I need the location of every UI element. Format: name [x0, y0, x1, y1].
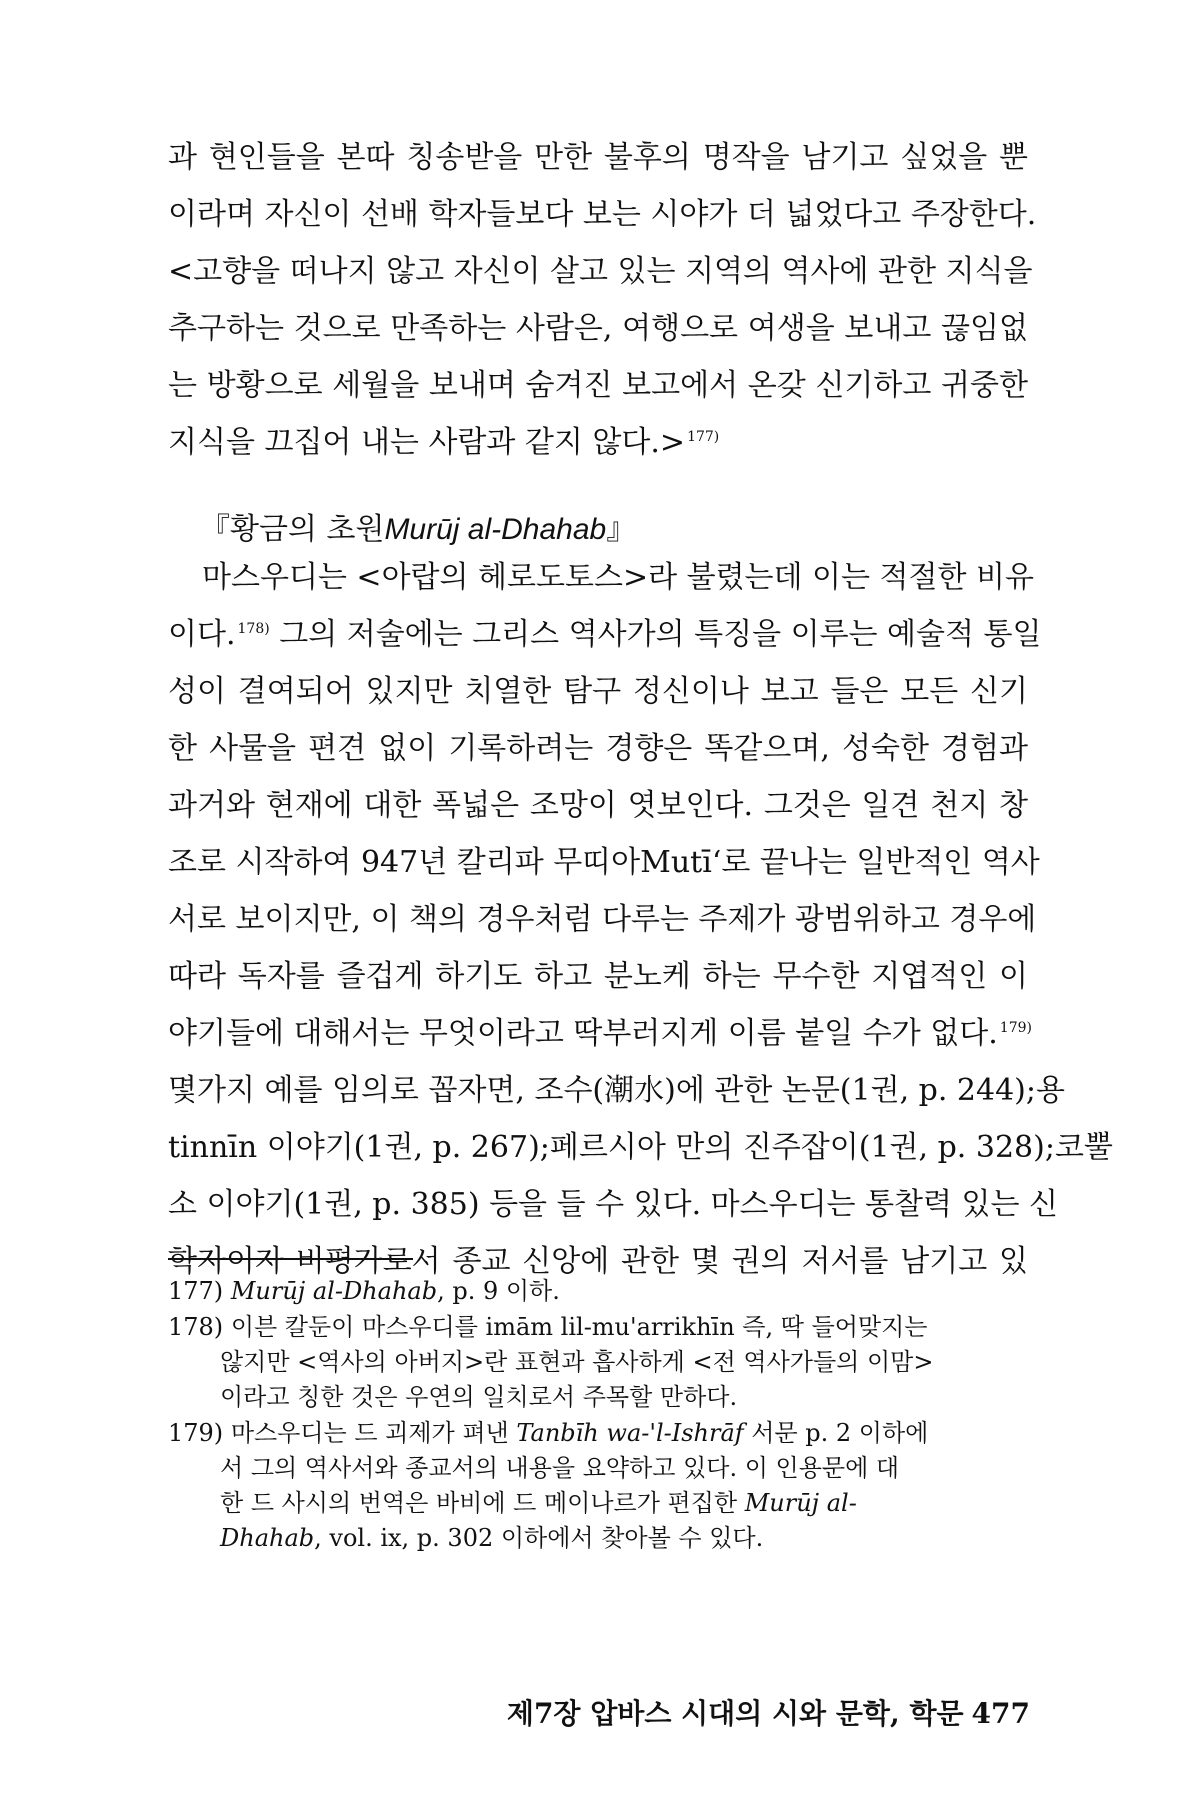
- chapter-title: 제7장 압바스 시대의 시와 문학, 학문: [506, 1697, 964, 1730]
- footnote-text: 이븐 칼둔이 마스우디를 imām lil-mu'arrikhīn 즉, 딱 들어맞지는: [230, 1313, 928, 1341]
- running-footer: [507, 1692, 1030, 1732]
- footnote-text: , vol. ix, p. 302 이하에서 찾아볼 수 있다.: [314, 1524, 764, 1552]
- footnote-title: Dhahab: [220, 1524, 315, 1552]
- text-line: 한 사물을 편견 없이 기록하려는 경향은 똑같으며, 성숙한 경험과: [168, 731, 1028, 766]
- footnote-178: [168, 1312, 1028, 1412]
- footnote-line: [168, 1418, 1028, 1448]
- footnote-line: 서 그의 역사서와 종교서의 내용을 요약하고 있다. 이 인용문에 대: [220, 1454, 900, 1482]
- footnote-label: 179): [168, 1419, 224, 1447]
- text-line: 조로 시작하여 947년 칼리파 무띠아Mutī‘로 끝나는 일반적인 역사: [168, 845, 1040, 880]
- text-line: 과거와 현재에 대한 폭넓은 조망이 엿보인다. 그것은 일견 천지 창: [168, 788, 1028, 823]
- footnote-title: Murūj al-Dhahab: [230, 1277, 438, 1305]
- text-line: 추구하는 것으로 만족하는 사람은, 여행으로 여생을 보내고 끊임없: [168, 311, 1028, 346]
- footnote-title: Murūj al-: [744, 1489, 857, 1517]
- footnote-line: 이라고 칭한 것은 우연의 일치로서 주목할 만하다.: [220, 1383, 738, 1411]
- text-line: 성이 결여되어 있지만 치열한 탐구 정신이나 보고 들은 모든 신기: [168, 674, 1028, 709]
- text-line: 는 방황으로 세월을 보내며 숨겨진 보고에서 온갖 신기하고 귀중한: [168, 368, 1028, 403]
- footnote-179: [168, 1418, 1028, 1553]
- text-line: 학자이자 비평가로서 종교 신앙에 관한 몇 권의 저서를 남기고 있: [168, 1244, 1028, 1279]
- footnote-text: 서문 p. 2 이하에: [743, 1419, 929, 1447]
- footnote-line: 않지만 <역사의 아버지>란 표현과 흡사하게 <전 역사가들의 이맘>: [220, 1348, 934, 1376]
- text-line: [168, 425, 1028, 461]
- footnote-line: [168, 1312, 1028, 1342]
- footnote-label: 177): [168, 1277, 224, 1305]
- page-number: 477: [971, 1697, 1030, 1730]
- text-line: <고향을 떠나지 않고 자신이 살고 있는 지역의 역사에 관한 지식을: [168, 254, 1033, 289]
- footnote-text: 마스우디는 드 괴제가 펴낸: [230, 1419, 517, 1447]
- footnote-177: [168, 1276, 1028, 1306]
- footnote-line: [168, 1523, 1028, 1553]
- text-line: 소 이야기(1권, p. 385) 등을 들 수 있다. 마스우디는 통찰력 있는 신: [168, 1187, 1059, 1222]
- text-span: 이다.: [168, 617, 236, 652]
- heading-close-bracket: 』: [606, 512, 637, 547]
- footnote-title: Tanbīh wa-'l-Ishrāf: [516, 1419, 744, 1447]
- text-line: 서로 보이지만, 이 책의 경우처럼 다루는 주제가 광범위하고 경우에: [168, 902, 1037, 937]
- text-line: tinnīn 이야기(1권, p. 267);페르시아 만의 진주잡이(1권, p. 328);코뿔: [168, 1130, 1113, 1165]
- text-line: 이라며 자신이 선배 학자들보다 보는 시야가 더 넓었다고 주장한다.: [168, 197, 1037, 232]
- text-line: [168, 617, 1042, 653]
- text-line: 과 현인들을 본따 칭송받을 만한 불후의 명작을 남기고 싶었을 뿐: [168, 140, 1028, 175]
- footnote-ref-178: 178): [237, 621, 270, 637]
- footnote-line: [168, 1276, 1028, 1306]
- paragraph-2: [168, 560, 1113, 1301]
- heading-open-bracket: 『: [200, 512, 230, 547]
- text-span: 그의 저술에는 그리스 역사가의 특징을 이루는 예술적 통일: [269, 617, 1042, 652]
- footnote-ref-177: 177): [687, 429, 720, 445]
- footnote-line: [168, 1488, 1028, 1518]
- text-line: 몇가지 예를 임의로 꼽자면, 조수(潮水)에 관한 논문(1권, p. 244);용: [168, 1073, 1065, 1108]
- text-line: [168, 1016, 1032, 1052]
- section-heading: [200, 512, 636, 548]
- footnotes: [168, 1276, 1028, 1559]
- heading-korean: 황금의 초원: [230, 512, 385, 547]
- footnote-text: , p. 9 이하.: [437, 1277, 560, 1305]
- footnote-ref-179: 179): [999, 1020, 1032, 1036]
- text-line: 따라 독자를 즐겁게 하기도 하고 분노케 하는 무수한 지엽적인 이: [168, 959, 1028, 994]
- footnote-text: 한 드 사시의 번역은 바비에 드 메이나르가 편집한: [220, 1489, 745, 1517]
- footnote-label: 178): [168, 1313, 224, 1341]
- text-line: 마스우디는 <아랍의 헤로도토스>라 불렸는데 이는 적절한 비유: [202, 560, 1034, 595]
- footnote-divider: [168, 1258, 413, 1260]
- paragraph-1: [168, 140, 1037, 482]
- heading-latin: Murūj al-Dhahab: [384, 513, 607, 546]
- text-span: 야기들에 대해서는 무엇이라고 딱부러지게 이름 붙일 수가 없다.: [168, 1016, 998, 1051]
- text-span: 지식을 끄집어 내는 사람과 같지 않다.>: [168, 425, 686, 460]
